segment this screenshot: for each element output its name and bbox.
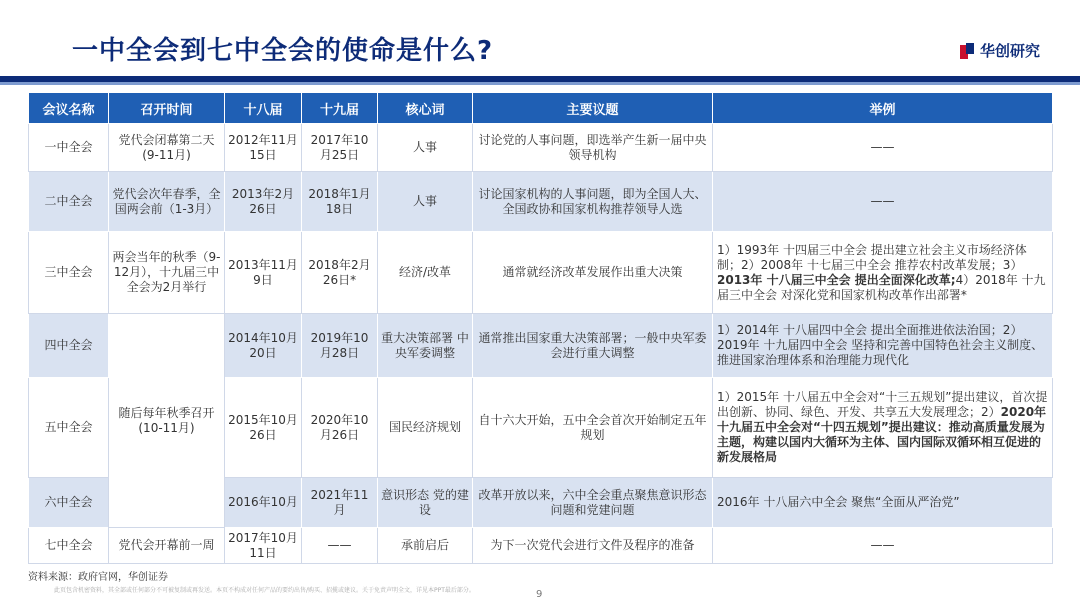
example: —— (713, 172, 1053, 232)
plenum-table (28, 92, 1053, 564)
meeting-name: 二中全会 (29, 172, 109, 232)
main-topic: 通常推出国家重大决策部署；一般中央军委会进行重大调整 (473, 314, 713, 378)
main-topic: 讨论党的人事问题，即选举产生新一届中央领导机构 (473, 124, 713, 172)
date-19th: —— (302, 528, 378, 564)
example (713, 232, 1053, 314)
header-cell: 核心词 (378, 93, 473, 124)
main-topic: 讨论国家机构的人事问题，即为全国人大、全国政协和国家机构推荐领导人选 (473, 172, 713, 232)
logo-text: 华创研究 (979, 42, 1040, 60)
meeting-time: 党代会次年春季，全国两会前（1-3月） (109, 172, 225, 232)
example-text: 4）2018年 十九届三中全会 对深化党和国家机构改革作出部署* (717, 272, 1046, 302)
meeting-name: 五中全会 (29, 378, 109, 478)
example: —— (713, 124, 1053, 172)
example-text: 1）1993年 十四届三中全会 提出建立社会主义市场经济体制；2）2008年 十七届三中全会 推荐农村改革发展；3） (717, 242, 1027, 272)
date-19th: 2018年1月18日 (302, 172, 378, 232)
table-row (29, 232, 1053, 314)
example-highlight: 2020年 十九届五中全会对“十四五规划”提出建议：推动高质量发展为主题，构建以国内大循环为主体、国内国际双循环相互促进的新发展格局 (717, 405, 1047, 464)
header-cell: 召开时间 (109, 93, 225, 124)
meeting-name: 一中全会 (29, 124, 109, 172)
meeting-name: 六中全会 (29, 478, 109, 528)
meeting-name: 七中全会 (29, 528, 109, 564)
table-row (29, 124, 1053, 172)
main-topic: 自十六大开始，五中全会首次开始制定五年规划 (473, 378, 713, 478)
date-18th: 2013年11月9日 (225, 232, 302, 314)
brand-logo (960, 40, 1040, 61)
header-cell: 主要议题 (473, 93, 713, 124)
date-19th: 2018年2月26日* (302, 232, 378, 314)
keyword: 人事 (378, 124, 473, 172)
date-18th: 2014年10月20日 (225, 314, 302, 378)
main-topic: 通常就经济改革发展作出重大决策 (473, 232, 713, 314)
main-topic: 改革开放以来，六中全会重点聚焦意识形态问题和党建问题 (473, 478, 713, 528)
keyword: 国民经济规划 (378, 378, 473, 478)
example: —— (713, 528, 1053, 564)
source-note: 资料来源：政府官网，华创证券 (28, 572, 168, 583)
table-header-row (29, 93, 1053, 124)
meeting-name: 四中全会 (29, 314, 109, 378)
meeting-time: 党代会开幕前一周 (109, 528, 225, 564)
date-18th: 2015年10月26日 (225, 378, 302, 478)
table-row (29, 314, 1053, 378)
example: 2016年 十八届六中全会 聚焦“全面从严治党” (713, 478, 1053, 528)
date-18th: 2016年10月 (225, 478, 302, 528)
date-19th: 2019年10月28日 (302, 314, 378, 378)
date-19th: 2021年11月 (302, 478, 378, 528)
huachuang-logo-icon (960, 43, 974, 59)
date-18th: 2013年2月26日 (225, 172, 302, 232)
meeting-name: 三中全会 (29, 232, 109, 314)
page-title: 一中全会到七中全会的使命是什么? (72, 36, 494, 66)
date-18th: 2012年11月15日 (225, 124, 302, 172)
page-number: 9 (536, 589, 543, 600)
disclaimer: 此页包含机密资料，其全部或任何部分不可被复制或再发送。本页不构成对任何产品的要约出售/购买、招揽或建议。关于免责声明全文，详见本PPT最后部分。 (54, 587, 475, 594)
date-19th: 2017年10月25日 (302, 124, 378, 172)
keyword: 重大决策部署 中央军委调整 (378, 314, 473, 378)
date-18th: 2017年10月11日 (225, 528, 302, 564)
example-highlight: 2013年 十八届三中全会 提出全面深化改革; (717, 272, 956, 287)
meeting-time: 党代会闭幕第二天(9-11月) (109, 124, 225, 172)
header-cell: 十八届 (225, 93, 302, 124)
header-cell: 举例 (713, 93, 1053, 124)
meeting-time: 随后每年秋季召开(10-11月) (109, 314, 225, 528)
example: 1）2014年 十八届四中全会 提出全面推进依法治国；2）2019年 十九届四中全会 坚持和完善中国特色社会主义制度、推进国家治理体系和治理能力现代化 (713, 314, 1053, 378)
main-topic: 为下一次党代会进行文件及程序的准备 (473, 528, 713, 564)
date-19th: 2020年10月26日 (302, 378, 378, 478)
header-cell: 十九届 (302, 93, 378, 124)
keyword: 意识形态 党的建设 (378, 478, 473, 528)
header-cell: 会议名称 (29, 93, 109, 124)
keyword: 承前启后 (378, 528, 473, 564)
table-row (29, 172, 1053, 232)
table-row (29, 528, 1053, 564)
header-divider-accent (0, 82, 1080, 85)
example-text: 1）2015年 十八届五中全会对“十三五规划”提出建议，首次提出创新、协同、绿色、开发、共享五大发展理念；2） (717, 390, 1048, 419)
example (713, 378, 1053, 478)
meeting-time: 两会当年的秋季（9-12月），十九届三中全会为2月举行 (109, 232, 225, 314)
keyword: 经济/改革 (378, 232, 473, 314)
keyword: 人事 (378, 172, 473, 232)
